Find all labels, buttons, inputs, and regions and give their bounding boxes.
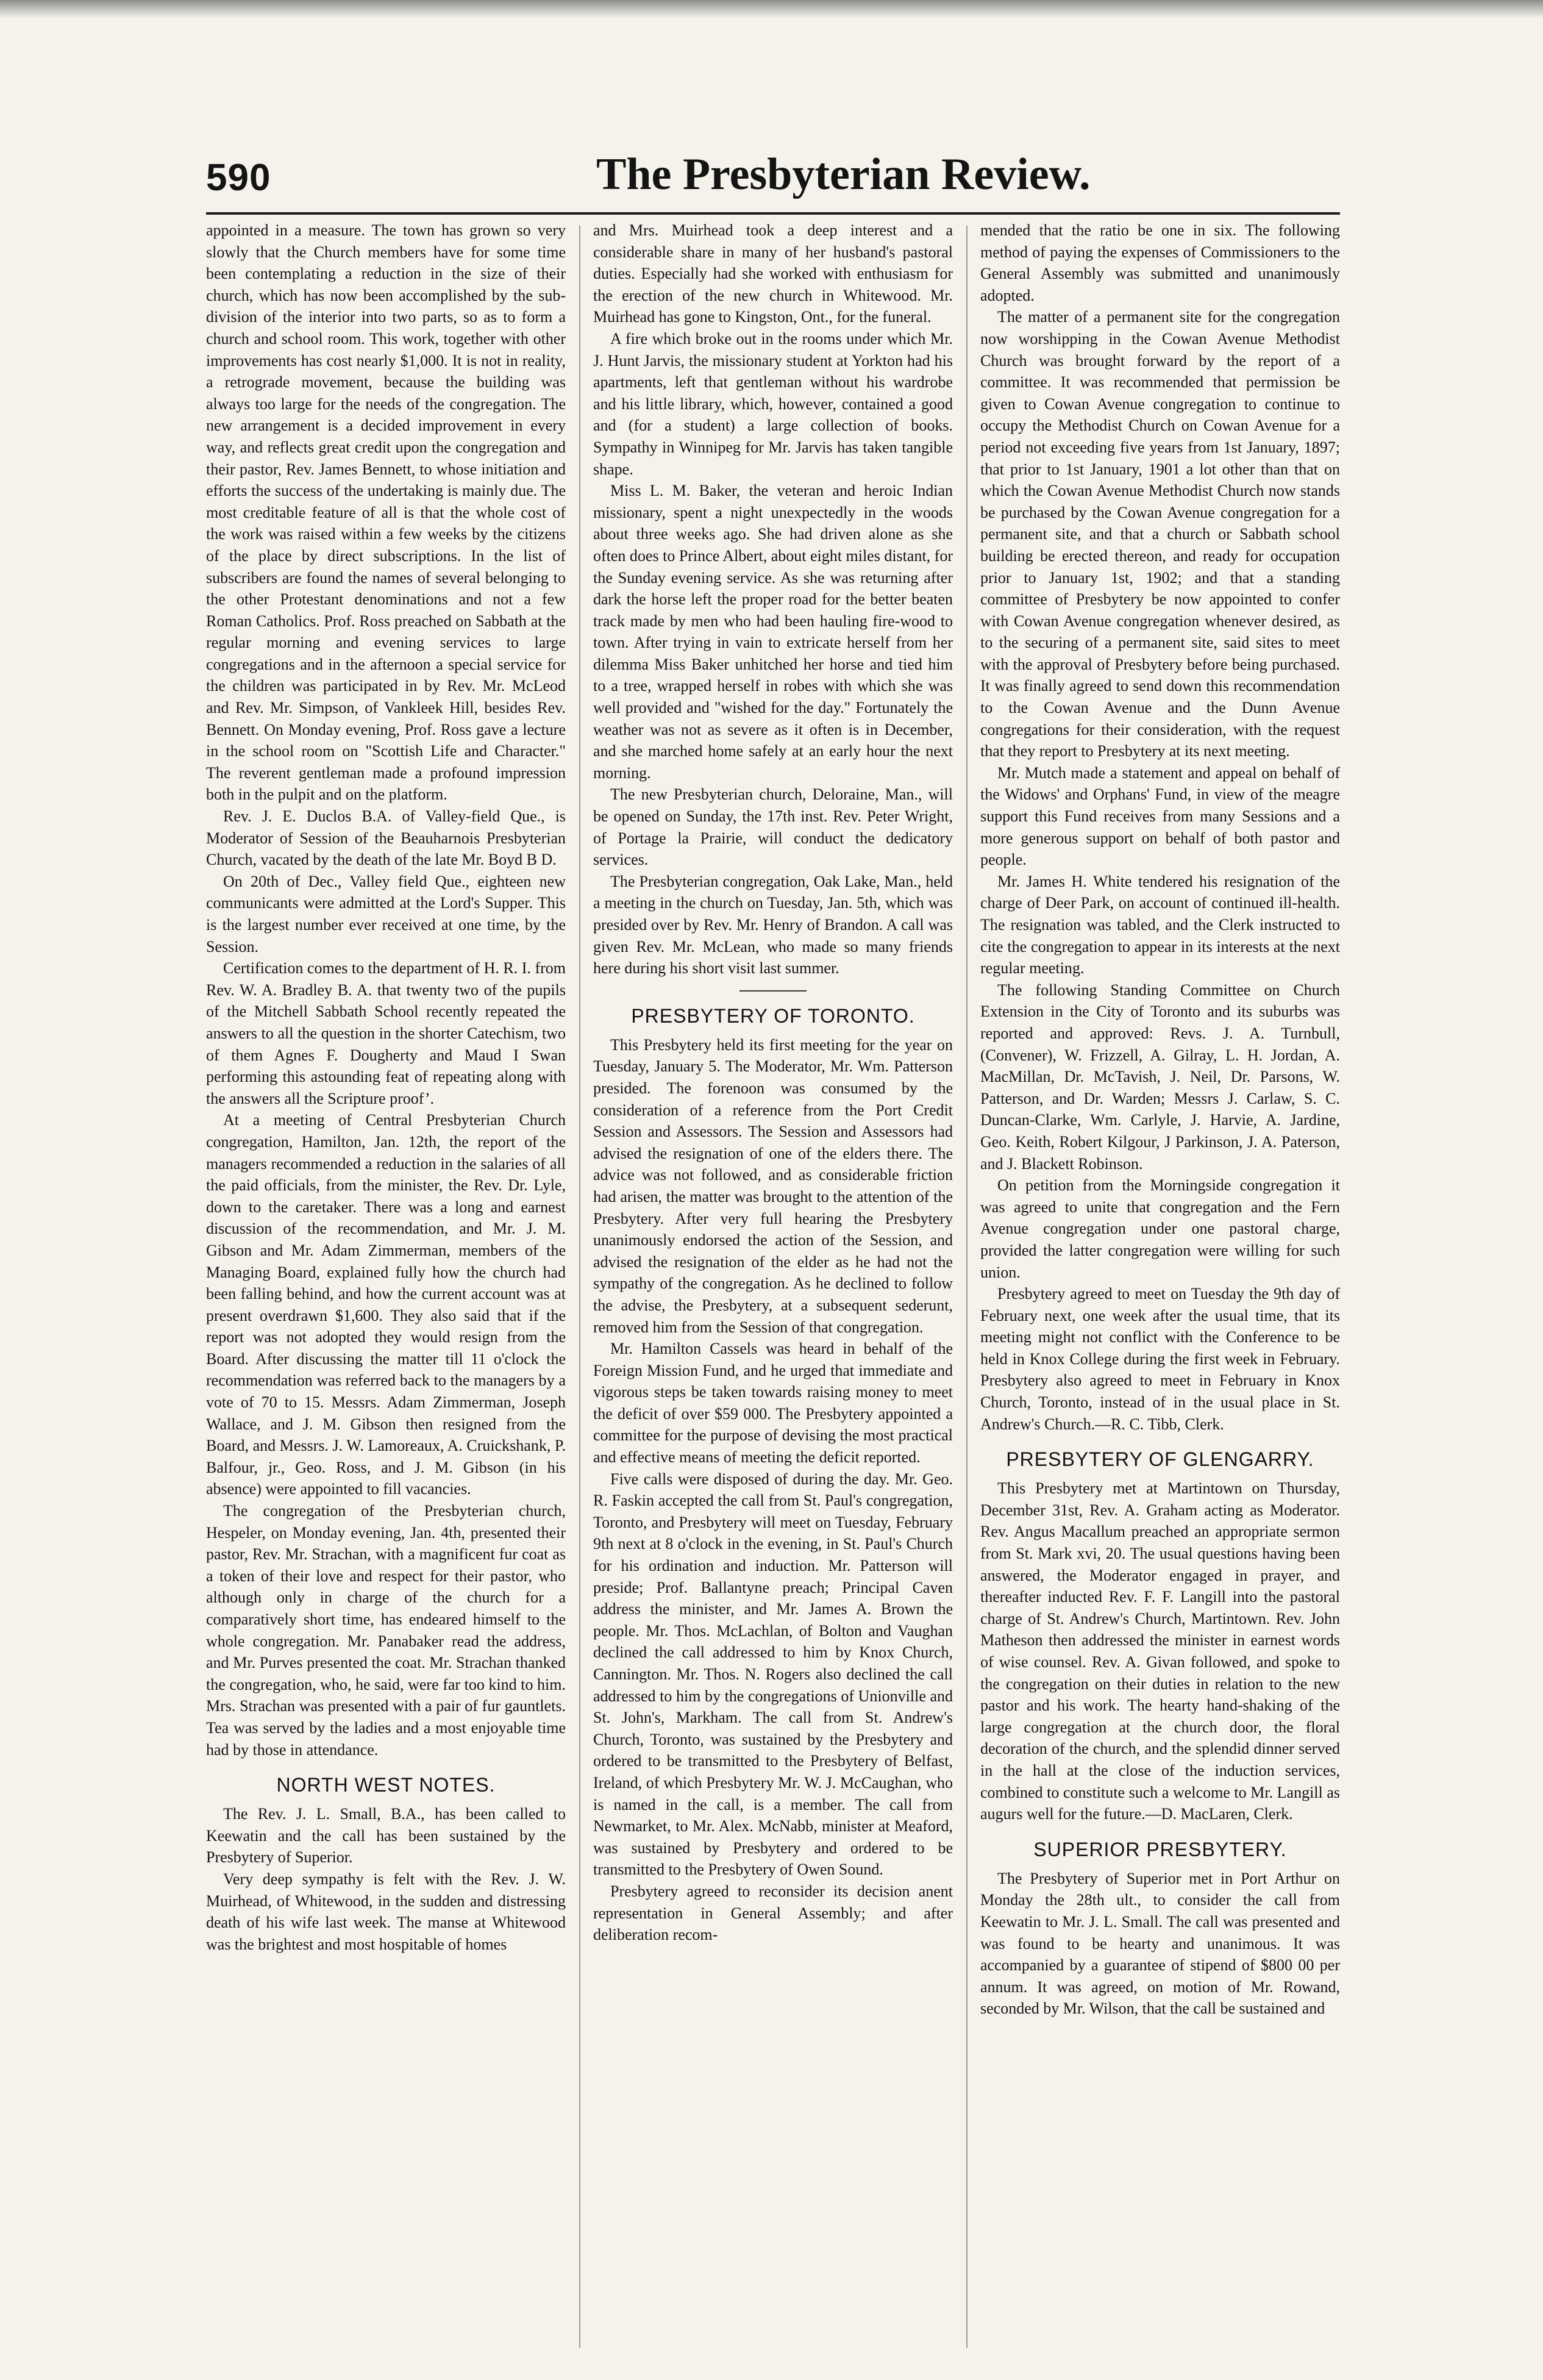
- column-3: [980, 220, 1340, 2354]
- column-divider: [579, 226, 580, 2348]
- paragraph: The Rev. J. L. Small, B.A., has been called to Keewatin and the call has been sustained by the Presbytery of Superior.: [206, 1805, 566, 1867]
- column-divider: [966, 226, 967, 2348]
- section-heading-superior-presbytery: SUPERIOR PRESBYTERY.: [1033, 1838, 1287, 1860]
- paragraph: This Presbytery met at Martintown on Thursday, December 31st, Rev. A. Graham acting as Moderator. Rev. Angus Macallum preached an appropriate sermon from St. Mark xvi, 20. The usual questions having been answered, the Moderator engaged in prayer, and thereafter inducted Rev. F. F. Langill into the pastoral charge of St. Andrew's Church, Martintown. Rev. John Matheson then addressed the minister in earnest words of wise counsel. Rev. A. Givan followed, and spoke to the congregation on their duties in relation to the new pastor and his work. The hearty hand-shaking of the large congregation at the church door, the floral decoration of the church, and the splendid dinner served in the hall at the close of the induction services, combined to constitute such a welcome to Mr. Langill as augurs well for the future.—D. MacLaren, Clerk.: [980, 1479, 1340, 1823]
- paragraph: The congregation of the Presbyterian church, Hespeler, on Monday evening, Jan. 4th, presented their pastor, Rev. Mr. Strachan, with a magnificent fur coat as a token of their love and respect for their pastor, who although only in charge of the church for a comparatively short time, has endeared himself to the whole congregation. Mr. Panabaker read the address, and Mr. Purves presented the coat. Mr. Strachan thanked the congregation, who, he said, were far too kind to him. Mrs. Strachan was presented with a pair of fur gauntlets. Tea was served by the ladies and a most enjoyable time had by those in attendance.: [206, 1502, 566, 1759]
- paragraph: Presbytery agreed to reconsider its decision anent representation in General Assembly; and after deliberation recom-: [593, 1882, 953, 1944]
- paragraph: Rev. J. E. Duclos B.A. of Valley-field Que., is Moderator of Session of the Beauharnois Presbyterian Church, vacated by the death of the late Mr. Boyd B D.: [206, 807, 566, 869]
- paragraph: On petition from the Morningside congregation it was agreed to unite that congregation and the Fern Avenue congregation under one pastoral charge, provided the latter congregation were willing for such union.: [980, 1176, 1340, 1281]
- paragraph: Very deep sympathy is felt with the Rev. J. W. Muirhead, of Whitewood, in the sudden and distressing death of his wife last week. The manse at Whitewood was the brightest and most hospitable of homes: [206, 1870, 566, 1953]
- paragraph: and Mrs. Muirhead took a deep interest and a considerable share in many of her husband's pastoral duties. Especially had she worked with enthusiasm for the erection of the new church in Whitewood. Mr. Muirhead has gone to Kingston, Ont., for the funeral.: [593, 221, 953, 326]
- paragraph: Mr. James H. White tendered his resignation of the charge of Deer Park, on account of continued ill-health. The resignation was tabled, and the Clerk instructed to cite the congregation to appear in its interests at the next regular meeting.: [980, 872, 1340, 977]
- paragraph: The Presbyterian congregation, Oak Lake, Man., held a meeting in the church on Tuesday, Jan. 5th, which was presided over by Rev. Mr. Henry of Brandon. A call was given Rev. Mr. McLean, who made so many friends here during his short visit last summer.: [593, 872, 953, 977]
- paragraph: A fire which broke out in the rooms under which Mr. J. Hunt Jarvis, the missionary student at Yorkton had his apartments, left that gentleman without his wardrobe and his little library, which, however, contained a good and (for a student) a large collection of books. Sympathy in Winnipeg for Mr. Jarvis has taken tangible shape.: [593, 329, 953, 478]
- page-header: [206, 145, 1340, 215]
- paragraph: The following Standing Committee on Church Extension in the City of Toronto and its suburbs was reported and approved: Revs. J. A. Turnbull, (Convener), W. Frizzell, A. Gilray, L. H. Jordan, A. MacMillan, Dr. McTavish, J. Neil, Dr. Parsons, W. Patterson, and Dr. Warden; Messrs J. Carlaw, S. C. Duncan-Clarke, Wm. Carlyle, J. Harvie, A. Jardine, Geo. Keith, Robert Kilgour, J Parkinson, J. A. Paterson, and J. Blackett Robinson.: [980, 981, 1340, 1173]
- article-columns: [206, 220, 1340, 2354]
- section-heading-presbytery-of-toronto: PRESBYTERY OF TORONTO.: [631, 1004, 915, 1027]
- paragraph: Certification comes to the department of H. R. I. from Rev. W. A. Bradley B. A. that twenty two of the pupils of the Mitchell Sabbath School recently repeated the answers to all the question in the shorter Catechism, two of them Agnes F. Dougherty and Maud I Swan performing this astounding feat of repeating along with the answers all the Scripture proof’.: [206, 959, 566, 1107]
- column-1: [206, 220, 566, 2354]
- section-heading-north-west-notes: NORTH WEST NOTES.: [276, 1774, 496, 1796]
- paragraph: This Presbytery held its first meeting for the year on Tuesday, January 5. The Moderator, Mr. Wm. Patterson presided. The forenoon was consumed by the consideration of a reference from the Port Credit Session and Assessors. The Session and Assessors had advised the resignation of one of the elders there. The advice was not followed, and as considerable friction had arisen, the matter was brought to the attention of the Presbytery. After very full hearing the Presbytery unanimously endorsed the action of the Session, and advised the resignation of the elder as he had not the sympathy of the congregation. As he declined to follow the advise, the Presbytery, at a subsequent sederunt, removed him from the Session of that congregation.: [593, 1035, 953, 1336]
- paragraph: Mr. Hamilton Cassels was heard in behalf of the Foreign Mission Fund, and he urged that immediate and vigorous steps be taken towards raising money to meet the deficit of over $59 000. The Presbytery appointed a committee for the purpose of devising the most practical and effective means of meeting the deficit reported.: [593, 1340, 953, 1467]
- paragraph: Five calls were disposed of during the day. Mr. Geo. R. Faskin accepted the call from St. Paul's congregation, Toronto, and Presbytery will meet on Tuesday, February 9th next at 8 o'clock in the evening, in St. Paul's Church for his ordination and induction. Mr. Patterson will preside; Prof. Ballantyne preach; Principal Caven address the minister, and Mr. James A. Brown the people. Mr. Thos. McLachlan, of Bolton and Vaughan declined the call addressed to him by Knox Church, Cannington. Mr. Thos. N. Rogers also declined the call addressed to him by the congregations of Unionville and St. John's, Markham. The call from St. Andrew's Church, Toronto, was sustained by the Presbytery and ordered to be transmitted to the Presbytery of Belfast, Ireland, of which Presbytery Mr. W. J. McCaughan, who is named in the call, is a member. The call from Newmarket, to Mr. Alex. McNabb, minister at Meaford, was sustained by Presbytery and ordered to be transmitted to the Presbytery of Owen Sound.: [593, 1470, 953, 1879]
- page-number: 590: [206, 157, 271, 199]
- paragraph: The Presbytery of Superior met in Port Arthur on Monday the 28th ult., to consider the call from Keewatin to Mr. J. L. Small. The call was presented and was found to be hearty and unanimous. It was accompanied by a guarantee of stipend of $800 00 per annum. It was agreed, on motion of Mr. Rowand, seconded by Mr. Wilson, that the call be sustained and: [980, 1869, 1340, 2018]
- paragraph: At a meeting of Central Presbyterian Church congregation, Hamilton, Jan. 12th, the report of the managers recommended a reduction in the salaries of all the paid officials, from the minister, the Rev. Dr. Lyle, down to the caretaker. There was a long and earnest discussion of the recommendation, and Mr. J. M. Gibson and Mr. Adam Zimmerman, members of the Managing Board, explained fully how the church had been falling behind, and how the current account was at present overdrawn $1,600. They also said that if the report was not adopted they would resign from the Board. After discussing the matter till 11 o'clock the recommendation was referred back to the managers by a vote of 70 to 15. Messrs. Adam Zimmerman, Joseph Wallace, and J. M. Gibson then resigned from the Board, and Messrs. J. W. Lamoreaux, A. Cruickshank, P. Balfour, jr., Geo. Ross, and J. M. Gibson (in his absence) were appointed to fill vacancies.: [206, 1111, 566, 1498]
- paragraph: Presbytery agreed to meet on Tuesday the 9th day of February next, one week after the usual time, that its meeting might not conflict with the Conference to be held in Knox College during the first week in February. Presbytery also agreed to meet in February in Knox Church, Toronto, instead of in the usual place in St. Andrew's Church.—R. C. Tibb, Clerk.: [980, 1285, 1340, 1433]
- paragraph: appointed in a measure. The town has grown so very slowly that the Church members have for some time been contemplating a reduction in the size of their church, which has now been accomplished by the sub-division of the interior into two parts, so as to form a church and school room. This work, together with other improvements has cost nearly $1,000. It is not in reality, a retrograde movement, because the building was always too large for the needs of the congregation. The new arrangement is a decided improvement in every way, and reflects great credit upon the congregation and their pastor, Rev. James Bennett, to whose initiation and efforts the success of the undertaking is mainly due. The most creditable feature of all is that the whole cost of the work was raised within a few weeks by the citizens of the place by direct subscriptions. In the list of subscribers are found the names of several belonging to the other Protestant denominations and not a few Roman Catholics. Prof. Ross preached on Sabbath at the regular morning and evening services to large congregations and in the afternoon a special service for the children was participated in by Rev. Mr. McLeod and Rev. Mr. Simpson, of Vankleek Hill, besides Rev. Bennett. On Monday evening, Prof. Ross gave a lecture in the school room on "Scottish Life and Character." The reverent gentleman made a profound impression both in the pulpit and on the platform.: [206, 221, 566, 804]
- column-2: [593, 220, 953, 2354]
- section-heading-presbytery-of-glengarry: PRESBYTERY OF GLENGARRY.: [1006, 1448, 1314, 1471]
- scan-edge: [0, 0, 1543, 18]
- paragraph: On 20th of Dec., Valley field Que., eighteen new communicants were admitted at the Lord's Supper. This is the largest number ever received at one time, by the Session.: [206, 872, 566, 956]
- paragraph: The matter of a permanent site for the congregation now worshipping in the Cowan Avenue Methodist Church was brought forward by the report of a committee. It was recommended that permission be given to Cowan Avenue congregation to continue to occupy the Methodist Church on Cowan Avenue for a period not exceeding five years from 1st January, 1897; that prior to 1st January, 1901 a lot other than that on which the Cowan Avenue Methodist Church now stands be purchased by the Cowan Avenue congregation for a permanent site, and that a church or Sabbath school building be erected thereon, and ready for occupation prior to January 1st, 1902; and that a standing committee of Presbytery be now appointed to confer with Cowan Avenue congregation whenever desired, as to the securing of a permanent site, said sites to meet with the approval of Presbytery before being purchased. It was finally agreed to send down this recommendation to the Cowan Avenue and the Dunn Avenue congregations for their consideration, with the request that they report to Presbytery at its next meeting.: [980, 308, 1340, 760]
- paragraph: Miss L. M. Baker, the veteran and heroic Indian missionary, spent a night unexpectedly in the woods about three weeks ago. She had driven alone as she often does to Prince Albert, about eight miles distant, for the Sunday evening service. As she was returning after dark the horse left the proper road for the better beaten track made by men who had been hauling fire-wood to town. After trying in vain to extricate herself from her dilemma Miss Baker unhitched her horse and tied him to a tree, wrapped herself in robes with which she was well provided and "wished for the day." Fortunately the weather was not as severe as it often is in December, and she marched home safely at an early hour the next morning.: [593, 482, 953, 782]
- paragraph: The new Presbyterian church, Deloraine, Man., will be opened on Sunday, the 17th inst. Rev. Peter Wright, of Portage la Prairie, will conduct the dedicatory services.: [593, 785, 953, 869]
- paragraph: Mr. Mutch made a statement and appeal on behalf of the Widows' and Orphans' Fund, in view of the meagre support this Fund receives from many Sessions and a more generous support on behalf of both pastor and people.: [980, 763, 1340, 869]
- journal-title: The Presbyterian Review.: [596, 149, 1091, 199]
- section-divider: [739, 990, 807, 992]
- paragraph: mended that the ratio be one in six. The following method of paying the expenses of Commissioners to the General Assembly was submitted and unanimously adopted.: [980, 221, 1340, 304]
